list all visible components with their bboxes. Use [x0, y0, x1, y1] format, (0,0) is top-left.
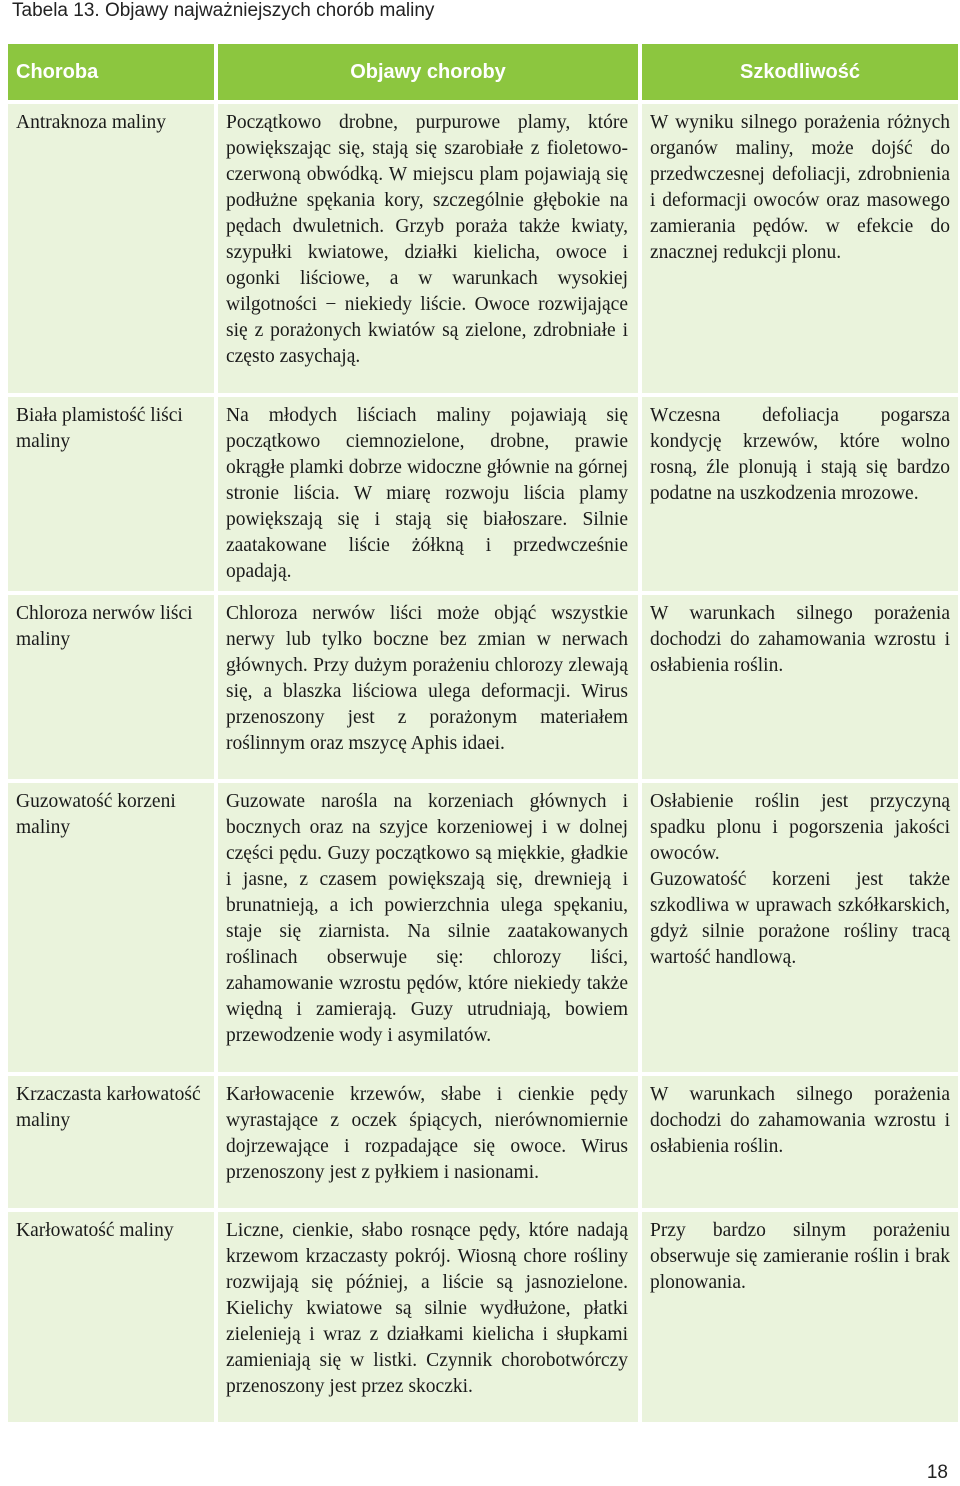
disease-harm: Wczesna defoliacja pogarsza kondycję krzewów, które wolno rosną, źle plonują i stają się bardzo podatne na uszkodzenia mrozowe.	[642, 397, 958, 591]
table-row	[8, 1212, 958, 1422]
table-header-row	[8, 44, 958, 100]
table-row	[8, 104, 958, 393]
disease-symptoms: Guzowate narośla na korzeniach głównych i bocznych oraz na szyjce korzeniowej i w dolnej części pędu. Guzy początkowo są miękkie, gładkie i jasne, z czasem powiększają się, drewnieją i brunatnieją, a ich powierzchnia ulega spękaniu, staje się ziarnista. Na silnie zaatakowanych roślinach obserwuje się: chlorozy liści, zahamowanie wzrostu pędów, które niekiedy także więdną i zamierają. Guzy utrudniają, bowiem przewodzenie wody i asymilatów.	[218, 783, 638, 1072]
disease-symptoms: Na młodych liściach maliny pojawiają się początkowo ciemnozielone, drobne, prawie okrągłe plamki dobrze widoczne głównie na górnej stronie liścia. W miarę rozwoju liścia plamy powiększają się i stają się białoszare. Silnie zaatakowane liście żółkną i przedwcześnie opadają.	[218, 397, 638, 591]
page-number: 18	[926, 1462, 948, 1483]
disease-name: Antraknoza maliny	[8, 104, 214, 393]
disease-harm: W warunkach silnego porażenia dochodzi do zahamowania wzrostu i osłabienia roślin.	[642, 1076, 958, 1208]
disease-harm	[642, 783, 958, 1072]
disease-table	[4, 40, 960, 1426]
table-row	[8, 1076, 958, 1208]
disease-name: Guzowatość korzeni maliny	[8, 783, 214, 1072]
disease-name: Krzaczasta karłowatość maliny	[8, 1076, 214, 1208]
disease-name: Chloroza nerwów liści maliny	[8, 595, 214, 779]
disease-harm-part1: Osłabienie roślin jest przyczyną spadku plonu i pogorszenia jakości owoców.	[650, 791, 950, 864]
header-disease: Choroba	[8, 44, 214, 100]
disease-symptoms: Chloroza nerwów liści może objąć wszystkie nerwy lub tylko boczne bez zmian w nerwach głównych. Przy dużym porażeniu chlorozy zlewają się, a blaszka liściowa ulega deformacji. Wirus przenoszony jest z porażonym materiałem roślinnym oraz mszycę Aphis idaei.	[218, 595, 638, 779]
disease-harm: W warunkach silnego porażenia dochodzi do zahamowania wzrostu i osłabienia roślin.	[642, 595, 958, 779]
table-row	[8, 595, 958, 779]
disease-harm: Przy bardzo silnym porażeniu obserwuje się zamieranie roślin i brak plonowania.	[642, 1212, 958, 1422]
table-caption: Tabela 13. Objawy najważniejszych chorób maliny	[12, 0, 435, 21]
table-row	[8, 397, 958, 591]
disease-symptoms: Początkowo drobne, purpurowe plamy, które powiększając się, stają się szarobiałe z fioletowo-czerwoną obwódką. W miejscu plam pojawiają się podłużne spękania kory, szczególnie głębokie na pędach dwuletnich. Grzyb poraża także kwiaty, szypułki kwiatowe, działki kielicha, owoce i ogonki liściowe, a w warunkach wysokiej wilgotności − niekiedy liście. Owoce rozwijające się z porażonych kwiatów są zielone, zdrobniałe i często zasychają.	[218, 104, 638, 393]
disease-name: Biała plamistość liści maliny	[8, 397, 214, 591]
disease-harm: W wyniku silnego porażenia różnych organów maliny, może dojść do przedwczesnej defoliacji, zdrobnienia i deformacji owoców oraz masowego zamierania pędów. w efekcie do znacznej redukcji plonu.	[642, 104, 958, 393]
disease-harm-part2: Guzowatość korzeni jest także szkodliwa w uprawach szkółkarskich, gdyż silnie porażone rośliny tracą wartość handlową.	[650, 869, 950, 968]
header-symptoms: Objawy choroby	[218, 44, 638, 100]
disease-symptoms: Liczne, cienkie, słabo rosnące pędy, które nadają krzewom krzaczasty pokrój. Wiosną chore rośliny rozwijają się później, a liście są jasnozielone. Kielichy kwiatowe są silnie wydłużone, płatki zielenieją i wraz z działkami kielicha i słupkami zamieniają się w listki. Czynnik chorobotwórczy przenoszony jest przez skoczki.	[218, 1212, 638, 1422]
header-harm: Szkodliwość	[642, 44, 958, 100]
table-row	[8, 783, 958, 1072]
disease-name: Karłowatość maliny	[8, 1212, 214, 1422]
disease-symptoms: Karłowacenie krzewów, słabe i cienkie pędy wyrastające z oczek śpiących, nierównomiernie dojrzewające i rozpadające się owoce. Wirus przenoszony jest z pyłkiem i nasionami.	[218, 1076, 638, 1208]
